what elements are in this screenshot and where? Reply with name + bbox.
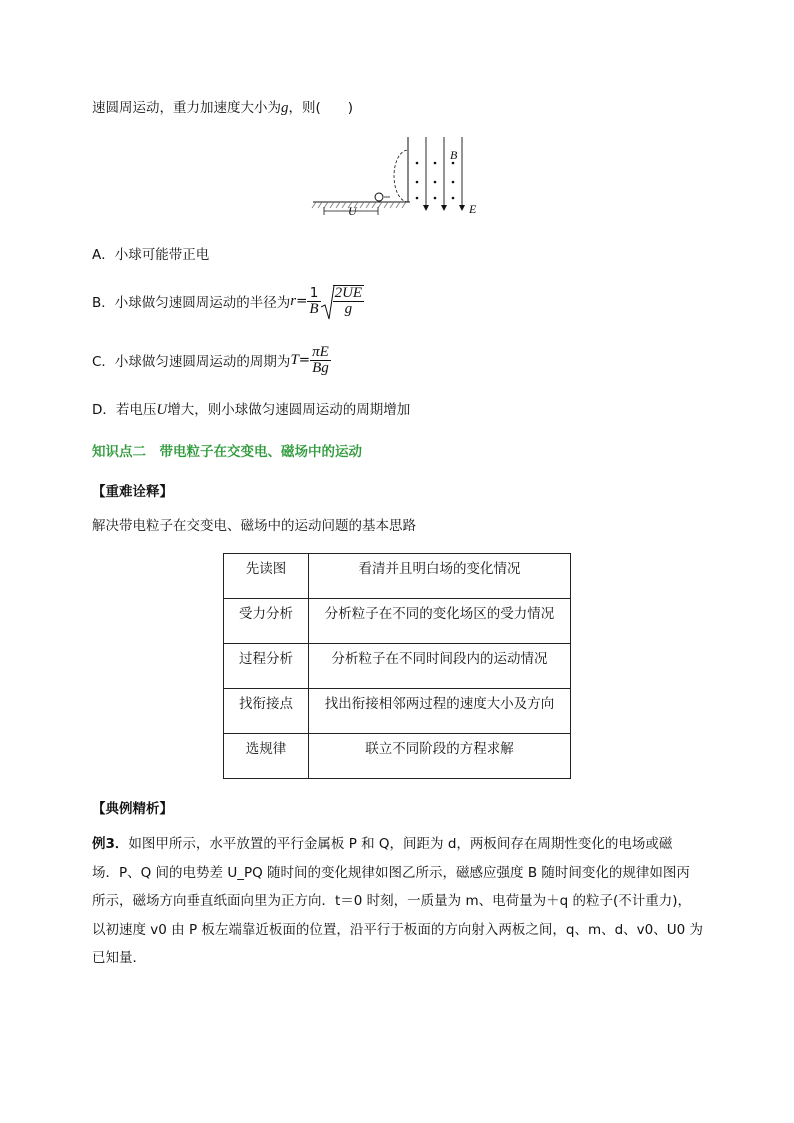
example-line-1: 例3．如图甲所示，水平放置的平行金属板 P 和 Q，间距为 d，两板间存在周期性变化的电场或磁 bbox=[92, 836, 673, 852]
option-c-var: T bbox=[290, 351, 299, 368]
question-stem bbox=[92, 96, 353, 117]
table-cell-desc: 分析粒子在不同时间段内的运动情况 bbox=[309, 644, 571, 689]
frac-num: πE bbox=[312, 343, 329, 360]
explain-header: 【重难诠释】 bbox=[92, 484, 173, 500]
example-header: 【典例精析】 bbox=[92, 801, 173, 817]
stem-var-g: g bbox=[281, 100, 289, 116]
frac-num: 1 bbox=[307, 286, 320, 302]
section-title: 知识点二 带电粒子在交变电、磁场中的运动 bbox=[92, 444, 362, 460]
ground-hatch bbox=[312, 202, 406, 208]
label-e: E bbox=[469, 202, 477, 216]
example-paragraph bbox=[92, 830, 704, 973]
option-c[interactable] bbox=[92, 340, 331, 380]
table-cell-step: 选规律 bbox=[224, 734, 309, 779]
frac-den: Bg bbox=[312, 359, 329, 376]
example-line-2: 场．P、Q 间的电势差 U_PQ 随时间的变化规律如图乙所示，磁感应强度 B 随时间变化的规律如图丙 bbox=[92, 864, 690, 881]
table-cell-step: 先读图 bbox=[224, 554, 309, 599]
option-b-text: B．小球做匀速圆周运动的半径为 bbox=[92, 295, 291, 311]
label-b: B bbox=[450, 148, 458, 162]
table-row bbox=[224, 689, 571, 734]
option-b-var: r bbox=[290, 292, 297, 309]
table-row bbox=[224, 554, 571, 599]
option-d[interactable] bbox=[92, 398, 410, 419]
option-a[interactable] bbox=[92, 243, 209, 263]
option-a-text: A．小球可能带正电 bbox=[92, 247, 210, 263]
b-field-dots bbox=[416, 162, 455, 200]
table-cell-step: 过程分析 bbox=[224, 644, 309, 689]
option-d-var: U bbox=[156, 402, 168, 418]
option-b-fraction bbox=[307, 286, 320, 317]
option-c-text: C．小球做匀速圆周运动的周期为 bbox=[92, 354, 291, 370]
table-cell-step: 受力分析 bbox=[224, 599, 309, 644]
example-line-5: 已知量． bbox=[92, 950, 146, 966]
option-d-text: D．若电压 bbox=[92, 402, 157, 418]
ball bbox=[375, 193, 383, 201]
table-row bbox=[224, 734, 571, 779]
table-cell-step: 找衔接点 bbox=[224, 689, 309, 734]
table-row bbox=[224, 599, 571, 644]
field-diagram bbox=[310, 135, 490, 220]
e-field-arrowheads bbox=[423, 205, 465, 211]
option-b-sqrt bbox=[321, 285, 365, 317]
sqrt-num: 2UE bbox=[334, 285, 363, 301]
table-cell-desc: 找出衔接相邻两过程的速度大小及方向 bbox=[309, 689, 571, 734]
option-b[interactable] bbox=[92, 280, 364, 322]
stem-text: 速圆周运动，重力加速度大小为 bbox=[92, 100, 281, 116]
example-line-4: 以初速度 v0 由 P 板左端靠近板面的位置，沿平行于板面的方向射入两板之间，q、m、d、v0、U0 为 bbox=[92, 921, 704, 938]
sqrt-den: g bbox=[344, 301, 353, 317]
circular-path bbox=[394, 150, 408, 202]
option-c-fraction bbox=[310, 345, 331, 376]
table-row bbox=[224, 644, 571, 689]
stem-suffix: ，则( ) bbox=[288, 100, 354, 116]
option-c-eq: = bbox=[298, 352, 311, 368]
option-d-suffix: 增大，则小球做匀速圆周运动的周期增加 bbox=[167, 402, 411, 418]
example-label: 例3． bbox=[92, 836, 129, 852]
example-line-3: 所示，磁场方向垂直纸面向里为正方向．t＝0 时刻，一质量为 m、电荷量为＋q 的粒子(不计重力)， bbox=[92, 893, 692, 909]
option-b-eq: = bbox=[296, 293, 308, 309]
table-cell-desc: 联立不同阶段的方程求解 bbox=[309, 734, 571, 779]
table-cell-desc: 分析粒子在不同的变化场区的受力情况 bbox=[309, 599, 571, 644]
sqrt-sign bbox=[321, 285, 335, 321]
table-cell-desc: 看清并且明白场的变化情况 bbox=[309, 554, 571, 599]
label-u: U bbox=[348, 204, 357, 218]
frac-den: B bbox=[309, 300, 319, 317]
route-table bbox=[223, 553, 571, 779]
explain-intro: 解决带电粒子在交变电、磁场中的运动问题的基本思路 bbox=[92, 518, 416, 534]
